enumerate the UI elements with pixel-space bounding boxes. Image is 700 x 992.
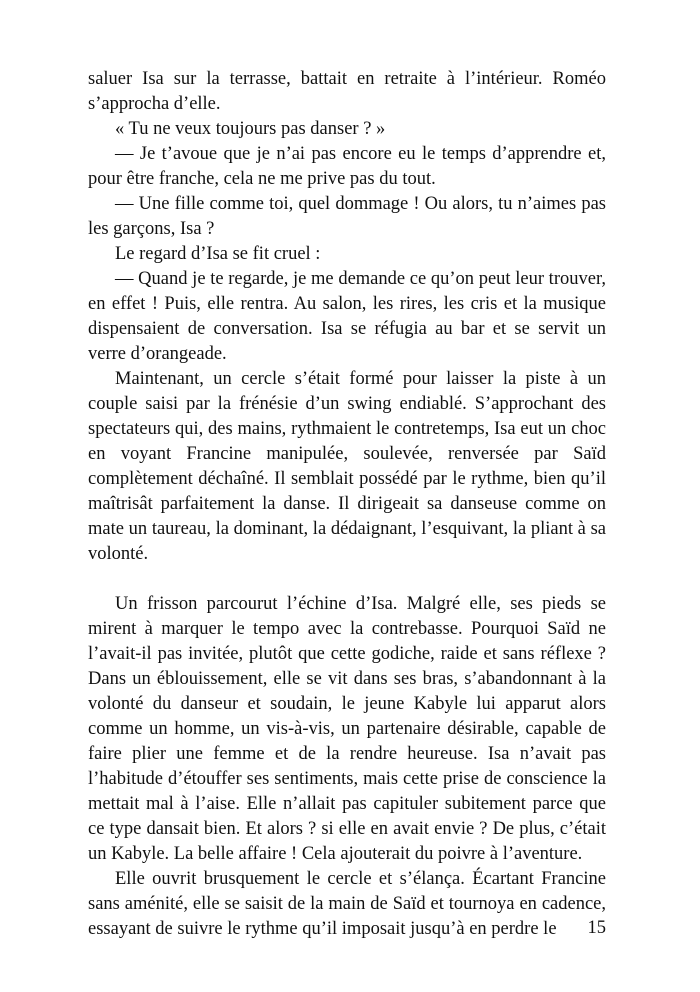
- paragraph-dialogue: « Tu ne veux toujours pas danser ? »: [115, 119, 386, 139]
- paragraph-narration: Le regard d’Isa se fit cruel :: [115, 244, 321, 264]
- paragraph-dialogue: — Quand je te regarde, je me demande ce qu’on peut leur trouver, en effet ! Puis, elle rentra. Au salon, les rires, les cris et la musique dispensaient de conversation. Isa se réfugia au bar et se servit un verre d’orangeade.: [88, 269, 606, 364]
- body-text: [88, 67, 606, 942]
- paragraph-continuation: saluer Isa sur la terrasse, battait en retraite à l’intérieur. Roméo s’approcha d’elle.: [88, 69, 606, 114]
- paragraph-narration: Maintenant, un cercle s’était formé pour laisser la piste à un couple saisi par la frénésie d’un swing endiablé. S’approchant des spectateurs qui, des mains, rythmaient le contretemps, Isa eut un choc en voyant Francine manipulée, soulevée, renversée par Saïd complètement déchaîné. Il semblait possédé par le rythme, bien qu’il maîtrisât parfaitement la danse. Il dirigeait sa danseuse comme on mate un taureau, la dominant, la dédaignant, l’esquivant, la pliant à sa volonté.: [88, 369, 606, 564]
- paragraph-dialogue: — Je t’avoue que je n’ai pas encore eu le temps d’apprendre et, pour être franche, cela ne me prive pas du tout.: [88, 144, 606, 189]
- paragraph-narration: Un frisson parcourut l’échine d’Isa. Malgré elle, ses pieds se mirent à marquer le tempo avec la contrebasse. Pourquoi Saïd ne l’avait-il pas invitée, plutôt que cette godiche, raide et sans réflexe ? Dans un éblouissement, elle se vit dans ses bras, s’abandonnant à la volonté du danseur et soudain, le jeune Kabyle lui apparut alors comme un homme, un vis-à-vis, un partenaire désirable, capable de faire plier une femme et de la rendre heureuse. Isa n’avait pas l’habitude d’étouffer ses sentiments, mais cette prise de conscience la mettait mal à l’aise. Elle n’allait pas capituler subitement parce que ce type dansait bien. Et alors ? si elle en avait envie ? De plus, c’était un Kabyle. La belle affaire ! Cela ajouterait du poivre à l’aventure.: [88, 594, 606, 864]
- paragraph-narration: Elle ouvrit brusquement le cercle et s’élança. Écartant Francine sans aménité, elle se saisit de la main de Saïd et tournoya en cadence, essayant de suivre le rythme qu’il imposait jusqu’à en perdre le: [88, 869, 606, 939]
- paragraph-dialogue: — Une fille comme toi, quel dommage ! Ou alors, tu n’aimes pas les garçons, Isa ?: [88, 194, 606, 239]
- page-number: 15: [587, 918, 606, 938]
